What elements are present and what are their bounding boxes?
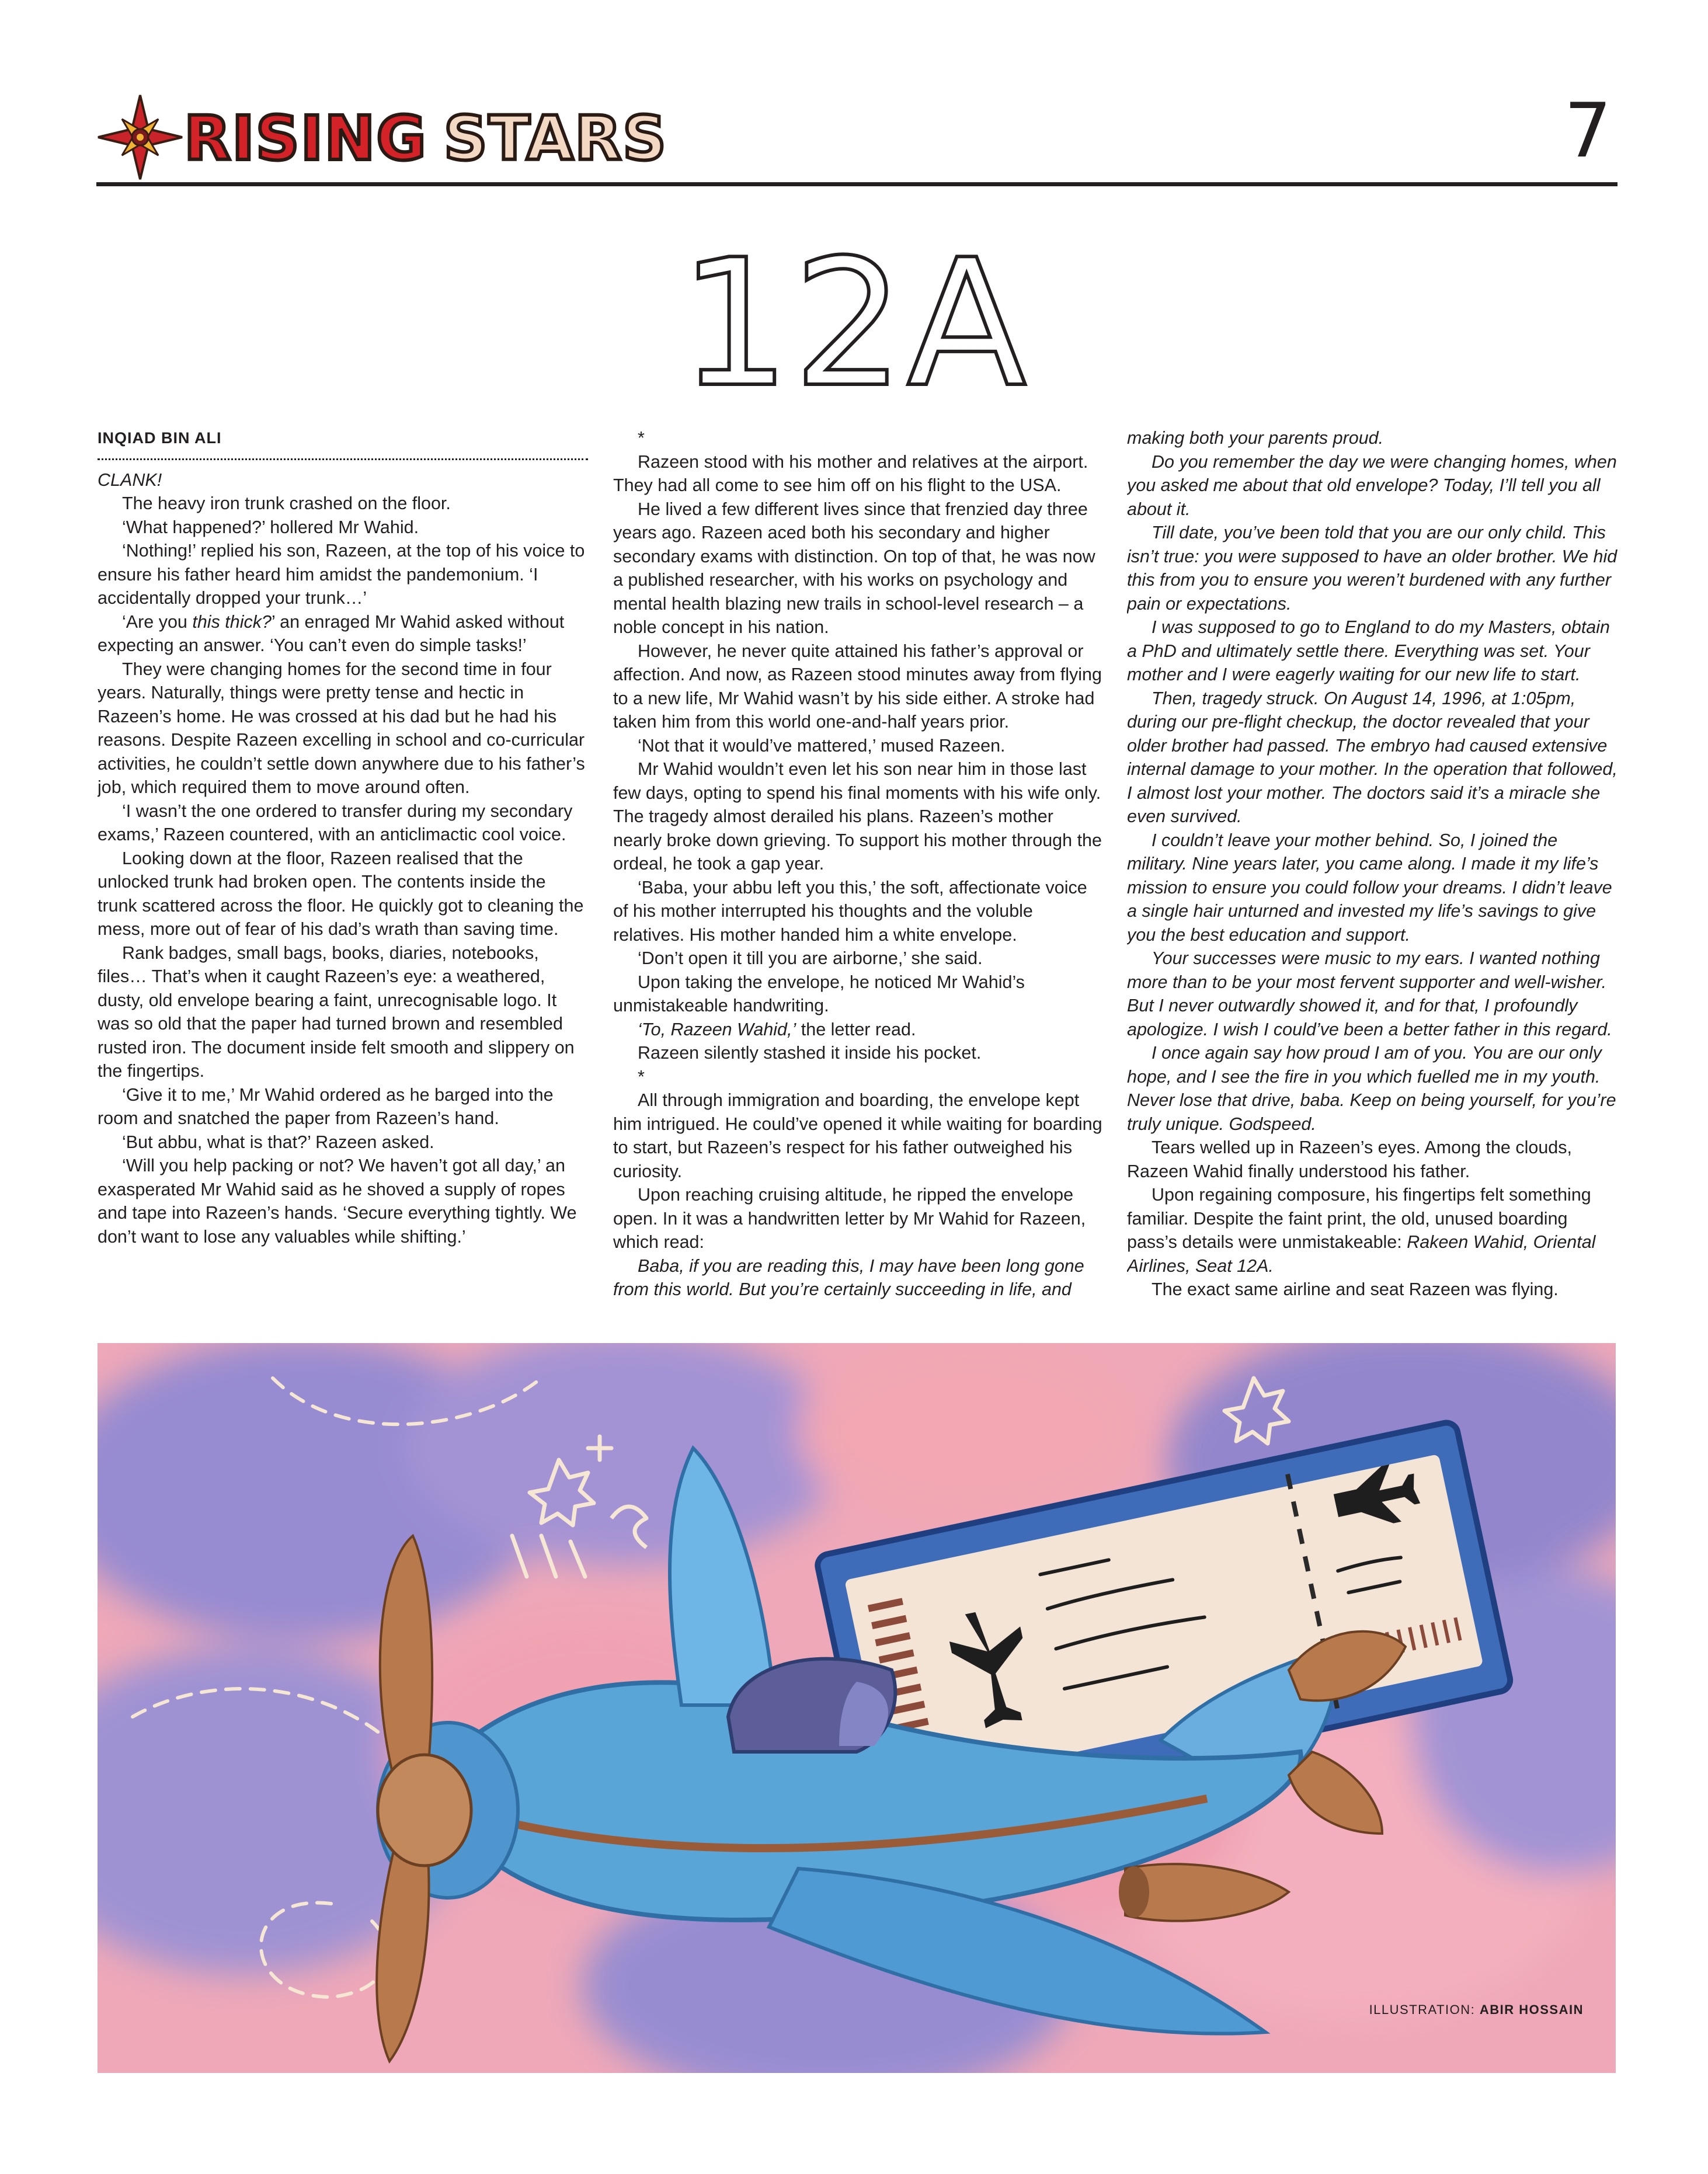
- paragraph: ‘Will you help packing or not? We haven’t got all day,’ an exasperated Mr Wahid said as he shoved a supply of ropes and tape into Razeen’s hands. ‘Secure everything tightly. We don’t want to lose any valuables while shifting.’: [98, 1156, 577, 1247]
- paragraph: Upon reaching cruising altitude, he ripped the envelope open. In it was a handwritten letter by Mr Wahid for Razeen, which read:: [613, 1185, 1086, 1252]
- paragraph: Upon taking the envelope, he noticed Mr Wahid’s unmistakeable handwriting.: [613, 972, 1025, 1015]
- paragraph: making both your parents proud.: [1127, 428, 1384, 448]
- illustration-artwork: [98, 1343, 1616, 2073]
- paragraph: The exact same airline and seat Razeen was flying.: [1152, 1279, 1559, 1299]
- paragraph: I once again say how proud I am of you. You are our only hope, and I see the fire in you which fuelled me in my youth. Never lose that drive, baba. Keep on being yourself, for you’re truly unique. Godspeed.: [1127, 1043, 1616, 1134]
- credit-label: ILLUSTRATION:: [1369, 2002, 1476, 2017]
- paragraph: I couldn’t leave your mother behind. So, I joined the military. Nine years later, you came along. I made it my life’s mission to ensure you could follow your dreams. I didn’t leave a single hair unturned and invested my life’s savings to give you the best education and support.: [1127, 830, 1612, 945]
- illustration-credit: [1369, 2002, 1584, 2018]
- paragraph: Upon regaining composure, his fingertips felt something familiar. Despite the faint print, the old, unused boarding pass’s details were unmistakeable: Rakeen Wahid, Oriental Airlines, Seat 12A.: [1127, 1185, 1596, 1276]
- article-title: 12A: [679, 222, 1029, 426]
- paragraph: ‘To, Razeen Wahid,’ the letter read.: [638, 1019, 916, 1039]
- section-brand: [184, 100, 667, 176]
- article-column-3: [1127, 426, 1617, 1337]
- paragraph: Tears welled up in Razeen’s eyes. Among the clouds, Razeen Wahid finally understood his father.: [1127, 1138, 1572, 1181]
- paragraph: However, he never quite attained his father’s approval or affection. And now, as Razeen stood minutes away from flying to a new life, Mr Wahid wasn’t by his side either. A stroke had taken him from this world one-and-half years prior.: [613, 641, 1102, 732]
- paragraph: ‘Are you this thick?’ an enraged Mr Wahid asked without expecting an answer. ‘You can’t even do simple tasks!’: [98, 611, 565, 655]
- paragraph: ‘What happened?’ hollered Mr Wahid.: [122, 517, 419, 537]
- paragraph: Do you remember the day we were changing homes, when you asked me about that old envelope? Today, I’ll tell you all about it.: [1127, 451, 1617, 519]
- paragraph: Your successes were music to my ears. I wanted nothing more than to be your most fervent supporter and well-wisher. But I never outwardly showed it, and for that, I profoundly apologize. I wish I could’ve been a better father in this regard.: [1127, 948, 1612, 1039]
- paragraph: Till date, you’ve been told that you are our only child. This isn’t true: you were supposed to have an older brother. We hid this from you to ensure you weren’t burdened with any further pain or expectations.: [1127, 523, 1617, 614]
- credit-name: ABIR HOSSAIN: [1479, 2002, 1584, 2017]
- paragraph: Razeen silently stashed it inside his pocket.: [638, 1043, 982, 1063]
- paragraph: Then, tragedy struck. On August 14, 1996, at 1:05pm, during our pre-flight checkup, the doctor revealed that your older brother had passed. The embryo had caused extensive internal damage to your mother. In the operation that followed, I almost lost your mother. The doctors said it’s a miracle she even survived.: [1127, 688, 1617, 826]
- paragraph: He lived a few different lives since that frenzied day three years ago. Razeen aced both his secondary and higher secondary exams with distinction. On top of that, he was now a published researcher, with his works on psychology and mental health blazing new trails in school-level research – a noble concept in his nation.: [613, 499, 1095, 637]
- paragraph: CLANK!: [98, 469, 162, 490]
- paragraph: ‘Give it to me,’ Mr Wahid ordered as he barged into the room and snatched the paper from Razeen’s hand.: [98, 1084, 554, 1128]
- paragraph: Looking down at the floor, Razeen realised that the unlocked trunk had broken open. The contents inside the trunk scattered across the floor. He quickly got to cleaning the mess, more out of fear of his dad’s wrath than saving time.: [98, 848, 584, 939]
- paragraph: Baba, if you are reading this, I may have been long gone from this world. But you’re certainly succeeding in life, and: [613, 1255, 1084, 1299]
- paragraph: ‘Nothing!’ replied his son, Razeen, at the top of his voice to ensure his father heard him amidst the pandemonium. ‘I accidentally dropped your trunk…’: [98, 541, 585, 608]
- paragraph: *: [638, 1066, 645, 1087]
- paragraph: The heavy iron trunk crashed on the floor.: [122, 493, 451, 513]
- brand-word-rising: RISING: [184, 103, 427, 174]
- article-column-1: [98, 426, 588, 1337]
- column-1-body: [98, 468, 588, 1249]
- paragraph: Mr Wahid wouldn’t even let his son near him in those last few days, opting to spend his final moments with his wife only. The tragedy almost derailed his plans. Razeen’s mother nearly broke down grieving. To support his mother through the ordeal, he took a gap year.: [613, 759, 1102, 874]
- compass-star-icon: [96, 93, 184, 181]
- illustration: [98, 1343, 1616, 2073]
- paragraph: Razeen stood with his mother and relatives at the airport. They had all come to see him off on his flight to the USA.: [613, 451, 1088, 495]
- byline: INQIAD BIN ALI: [98, 426, 588, 460]
- paragraph: ‘But abbu, what is that?’ Razeen asked.: [122, 1132, 434, 1152]
- paragraph: ‘Baba, your abbu left you this,’ the soft, affectionate voice of his mother interrupted his thoughts and the voluble relatives. His mother handed him a white envelope.: [613, 877, 1087, 945]
- header-rule: [96, 182, 1617, 186]
- brand-word-stars: STARS: [443, 103, 668, 174]
- paragraph: All through immigration and boarding, the envelope kept him intrigued. He could’ve opened it while waiting for boarding to start, but Razeen’s respect for his father outweighed his curiosity.: [613, 1090, 1102, 1181]
- paragraph: ‘Not that it would’ve mattered,’ mused Razeen.: [638, 735, 1006, 756]
- paragraph: They were changing homes for the second time in four years. Naturally, things were pretty tense and hectic in Razeen’s home. He was crossed at his dad but he had his reasons. Despite Razeen excelling in school and co-curricular activities, he couldn’t settle down anywhere due to his father’s job, which required them to move around often.: [98, 659, 585, 797]
- paragraph: ‘Don’t open it till you are airborne,’ she said.: [638, 948, 983, 968]
- article-column-2: [613, 426, 1104, 1337]
- paragraph: Rank badges, small bags, books, diaries, notebooks, files… That’s when it caught Razeen’s eye: a weathered, dusty, old envelope bearing a faint, unrecognisable logo. It was so old that the paper had turned brown and resembled rusted iron. The document inside felt smooth and slippery on the fingertips.: [98, 942, 575, 1081]
- paragraph: *: [638, 428, 645, 448]
- paragraph: ‘I wasn’t the one ordered to transfer during my secondary exams,’ Razeen countered, with an anticlimactic cool voice.: [98, 801, 573, 844]
- masthead: [96, 88, 1617, 187]
- page-number: 7: [1564, 88, 1612, 175]
- paragraph: I was supposed to go to England to do my Masters, obtain a PhD and ultimately settle there. Everything was set. Your mother and I were eagerly waiting for our new life to start.: [1127, 617, 1610, 684]
